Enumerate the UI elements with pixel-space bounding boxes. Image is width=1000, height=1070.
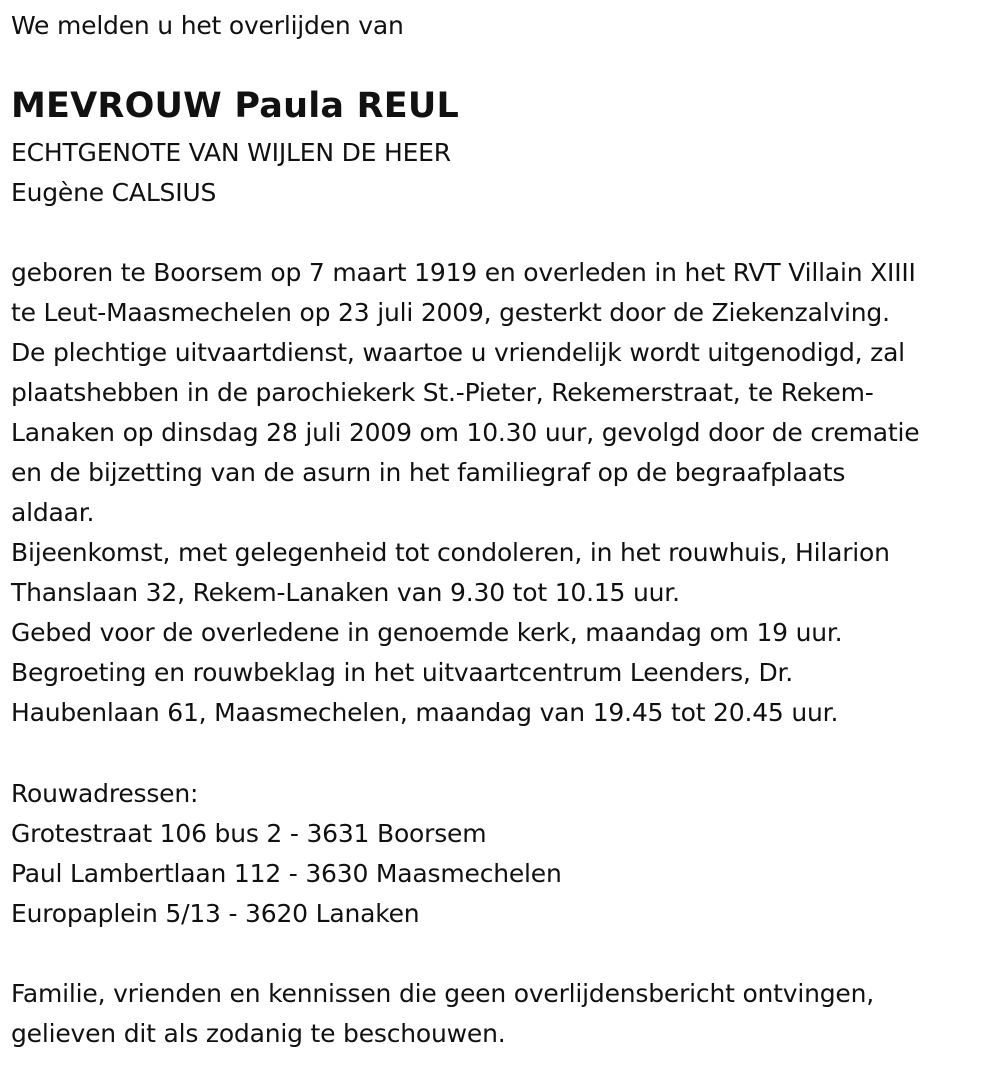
body-line: Begroeting en rouwbeklag in het uitvaartcentrum Leenders, Dr.	[11, 658, 794, 687]
obituary-body	[11, 253, 919, 733]
body-line: en de bijzetting van de asurn in het familiegraf op de begraafplaats	[11, 458, 846, 487]
body-line: Haubenlaan 61, Maasmechelen, maandag van 19.45 tot 20.45 uur.	[11, 698, 839, 727]
address-line: Europaplein 5/13 - 3620 Lanaken	[11, 899, 420, 928]
body-line: Lanaken op dinsdag 28 juli 2009 om 10.30 uur, gevolgd door de crematie	[11, 418, 920, 447]
closing-line: Familie, vrienden en kennissen die geen overlijdensbericht ontvingen,	[11, 979, 875, 1008]
closing-line: gelieven dit als zodanig te beschouwen.	[11, 1019, 506, 1048]
body-line: Gebed voor de overledene in genoemde kerk, maandag om 19 uur.	[11, 618, 843, 647]
intro-text: We melden u het overlijden van	[11, 11, 404, 40]
body-line: Thanslaan 32, Rekem-Lanaken van 9.30 tot 10.15 uur.	[11, 578, 680, 607]
spouse-block	[11, 133, 451, 213]
body-line: aldaar.	[11, 498, 95, 527]
address-line: Paul Lambertlaan 112 - 3630 Maasmechelen	[11, 859, 562, 888]
spouse-name: Eugène CALSIUS	[11, 178, 217, 207]
closing-note	[11, 974, 874, 1054]
deceased-name: MEVROUW Paula REUL	[11, 86, 459, 126]
address-line: Grotestraat 106 bus 2 - 3631 Boorsem	[11, 819, 487, 848]
body-line: geboren te Boorsem op 7 maart 1919 en overleden in het RVT Villain XIIII	[11, 258, 916, 287]
body-line: plaatshebben in de parochiekerk St.-Pieter, Rekemerstraat, te Rekem-	[11, 378, 874, 407]
mourning-addresses	[11, 774, 562, 934]
body-line: De plechtige uitvaartdienst, waartoe u vriendelijk wordt uitgenodigd, zal	[11, 338, 905, 367]
spouse-title: ECHTGENOTE VAN WIJLEN DE HEER	[11, 138, 451, 167]
body-line: te Leut-Maasmechelen op 23 juli 2009, gesterkt door de Ziekenzalving.	[11, 298, 890, 327]
addresses-heading: Rouwadressen:	[11, 779, 199, 808]
body-line: Bijeenkomst, met gelegenheid tot condoleren, in het rouwhuis, Hilarion	[11, 538, 890, 567]
